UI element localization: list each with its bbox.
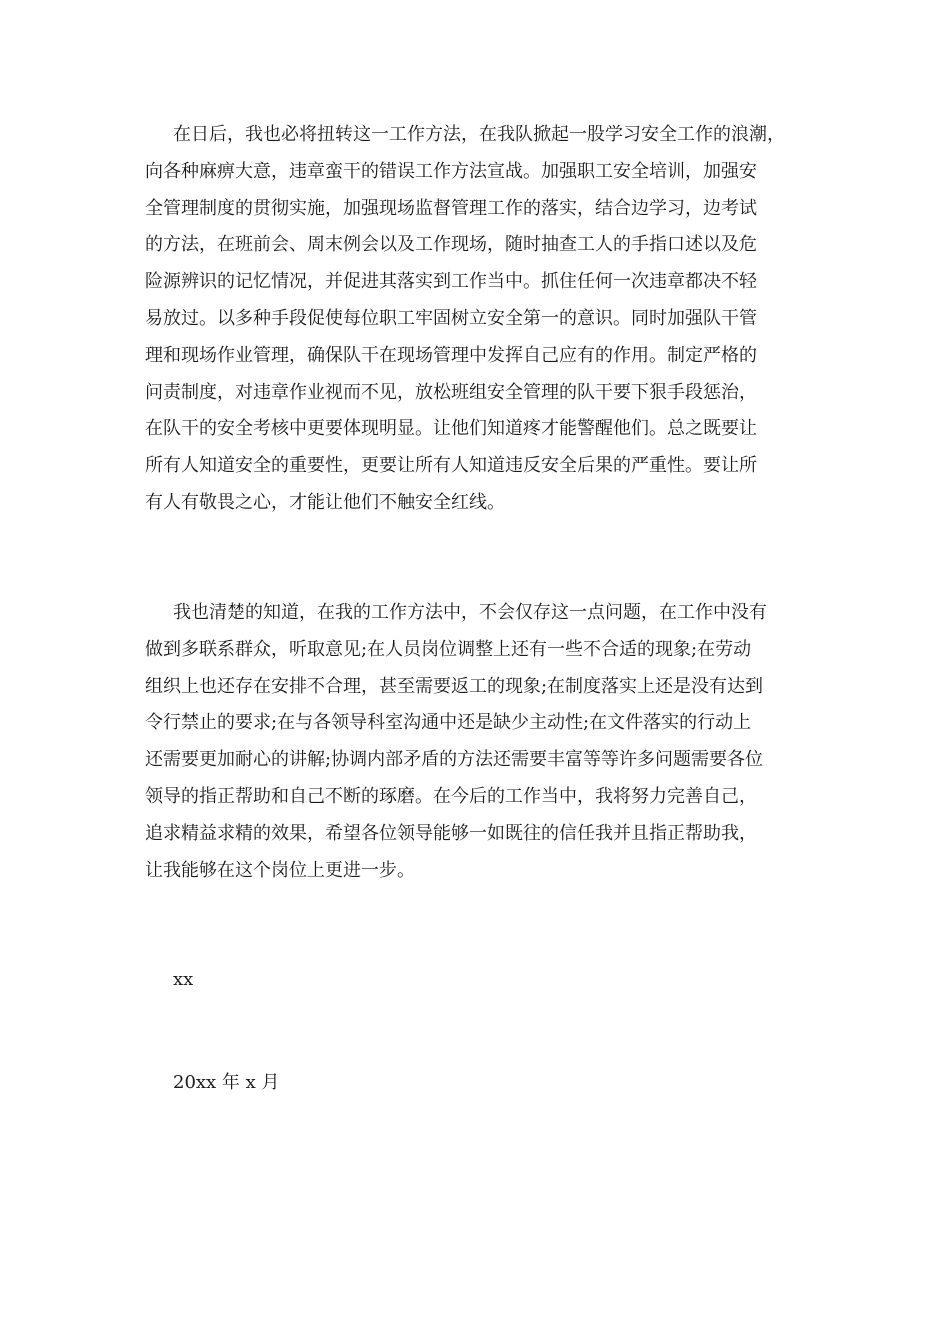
- paragraph-line: 全管理制度的贯彻实施，加强现场监督管理工作的落实，结合边学习，边考试: [145, 197, 757, 219]
- paragraph-line: 理和现场作业管理，确保队干在现场管理中发挥自己应有的作用。制定严格的: [145, 344, 757, 366]
- paragraph-line: 让我能够在这个岗位上更进一步。: [145, 859, 415, 881]
- signature-date: 20xx 年 x 月: [173, 1072, 280, 1093]
- paragraph-self-reflection: [145, 595, 810, 889]
- paragraph-line: 我也清楚的知道，在我的工作方法中，不会仅存这一点问题，在工作中没有: [173, 602, 767, 623]
- paragraph-line: 追求精益求精的效果，希望各位领导能够一如既往的信任我并且指正帮助我，: [145, 822, 757, 844]
- signature-name: xx: [173, 969, 194, 990]
- paragraph-line: 组织上也还存在安排不合理，甚至需要返工的现象;在制度落实上还是没有达到: [145, 675, 764, 697]
- paragraph-line: 在日后，我也必将扭转这一工作方法，在我队掀起一股学习安全工作的浪潮，: [173, 124, 785, 145]
- paragraph-line: 有人有敬畏之心，才能让他们不触安全红线。: [145, 491, 505, 513]
- paragraph-line: 的方法，在班前会、周末例会以及工作现场，随时抽查工人的手指口述以及危: [145, 234, 757, 256]
- paragraph-line: 领导的指正帮助和自己不断的琢磨。在今后的工作当中，我将努力完善自己，: [145, 785, 757, 807]
- paragraph-line: 令行禁止的要求;在与各领导科室沟通中还是缺少主动性;在文件落实的行动上: [145, 712, 752, 734]
- paragraph-line: 向各种麻痹大意，违章蛮干的错误工作方法宣战。加强职工安全培训，加强安: [145, 160, 757, 182]
- paragraph-line: 做到多联系群众，听取意见;在人员岗位调整上还有一些不合适的现象;在劳动: [145, 638, 752, 660]
- paragraph-line: 易放过。以多种手段促使每位职工牢固树立安全第一的意识。同时加强队干管: [145, 307, 757, 329]
- paragraph-line: 险源辨识的记忆情况，并促进其落实到工作当中。抓住任何一次违章都决不轻: [145, 271, 757, 293]
- paragraph-line: 还需要更加耐心的讲解;协调内部矛盾的方法还需要丰富等等许多问题需要各位: [145, 749, 764, 771]
- paragraph-safety-plan: [145, 117, 810, 522]
- paragraph-line: 所有人知道安全的重要性，更要让所有人知道违反安全后果的严重性。要让所: [145, 455, 757, 477]
- paragraph-line: 问责制度，对违章作业视而不见，放松班组安全管理的队干要下狠手段惩治，: [145, 381, 757, 403]
- paragraph-line: 在队干的安全考核中更要体现明显。让他们知道疼才能警醒他们。总之既要让: [145, 418, 757, 440]
